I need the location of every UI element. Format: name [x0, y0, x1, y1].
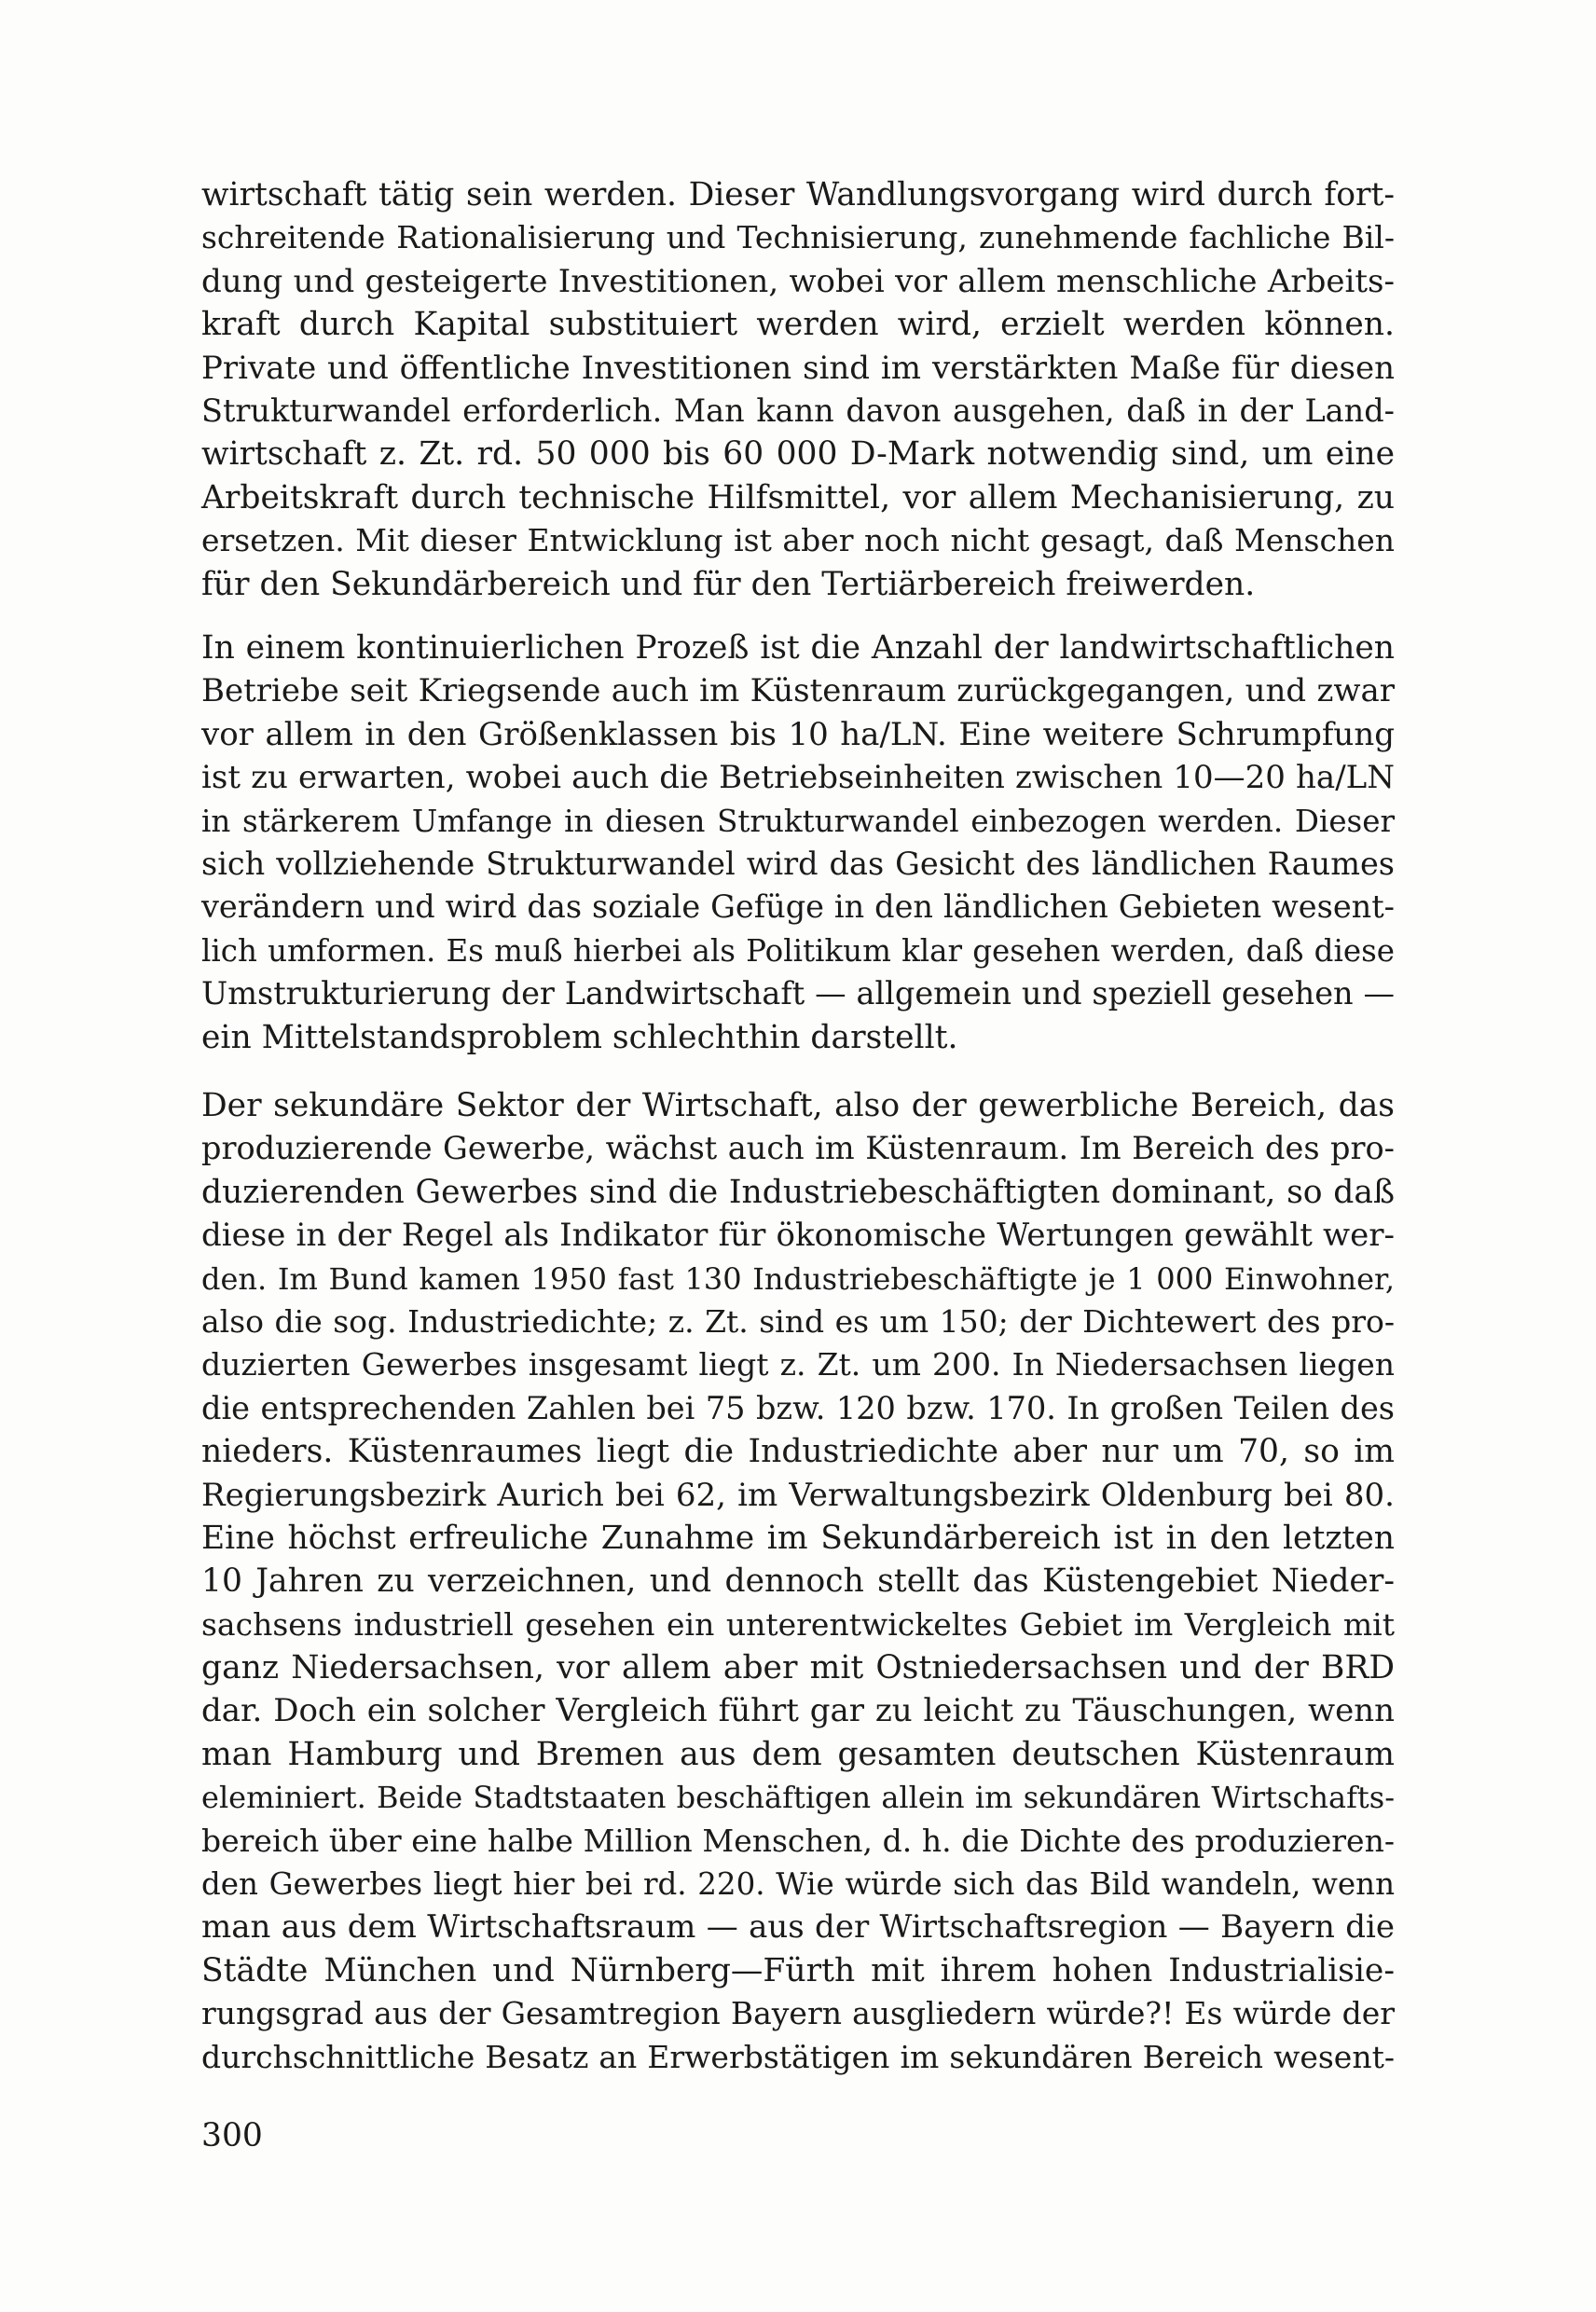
text-line: durchschnittliche Besatz an Erwerbstätigen im sekundären Bereich wesent- — [201, 2038, 1395, 2075]
text-line: Strukturwandel erforderlich. Man kann davon ausgehen, daß in der Land- — [201, 392, 1395, 429]
text-line: den. Im Bund kamen 1950 fast 130 Industriebeschäftigte je 1 000 Einwohner, — [201, 1260, 1395, 1297]
text-line: wirtschaft z. Zt. rd. 50 000 bis 60 000 D-Mark notwendig sind, um eine — [201, 435, 1395, 474]
text-line: nieders. Küstenraumes liegt die Industriedichte aber nur um 70, so im — [201, 1433, 1395, 1471]
text-line: man Hamburg und Bremen aus dem gesamten deutschen Küstenraum — [201, 1735, 1395, 1773]
text-line: diese in der Regel als Indikator für ökonomische Wertungen gewählt wer- — [201, 1217, 1395, 1255]
text-line: Der sekundäre Sektor der Wirtschaft, also der gewerbliche Bereich, das — [201, 1087, 1395, 1124]
text-line: ein Mittelstandsproblem schlechthin darstellt. — [201, 1018, 958, 1056]
paragraph-2 — [201, 626, 1395, 1059]
text-line: ist zu erwarten, wobei auch die Betriebseinheiten zwischen 10—20 ha/LN — [201, 759, 1395, 797]
text-line: in stärkerem Umfange in diesen Strukturwandel einbezogen werden. Dieser — [201, 803, 1395, 839]
text-line: verändern und wird das soziale Gefüge in den ländlichen Gebieten wesent- — [201, 888, 1395, 926]
text-line: 10 Jahren zu verzeichnen, und dennoch stellt das Küstengebiet Nieder- — [201, 1562, 1395, 1601]
text-line: dar. Doch ein solcher Vergleich führt gar zu leicht zu Täuschungen, wenn — [201, 1692, 1395, 1730]
text-line: lich umformen. Es muß hierbei als Politikum klar gesehen werden, daß diese — [201, 932, 1395, 969]
text-line: In einem kontinuierlichen Prozeß ist die Anzahl der landwirtschaftlichen — [201, 629, 1395, 667]
text-line: duzierten Gewerbes insgesamt liegt z. Zt. um 200. In Niedersachsen liegen — [201, 1346, 1395, 1383]
text-line: wirtschaft tätig sein werden. Dieser Wandlungsvorgang wird durch fort- — [201, 176, 1395, 213]
text-line: kraft durch Kapital substituiert werden wird, erzielt werden können. — [201, 306, 1395, 344]
page-number: 300 — [201, 2117, 263, 2154]
text-line: duzierenden Gewerbes sind die Industriebeschäftigten dominant, so daß — [201, 1173, 1395, 1211]
text-line: also die sog. Industriedichte; z. Zt. sind es um 150; der Dichtewert des pro- — [201, 1302, 1395, 1340]
text-line: für den Sekundärbereich und für den Tertiärbereich freiwerden. — [201, 565, 1256, 603]
paragraph-3 — [201, 1084, 1395, 2079]
text-line: vor allem in den Größenklassen bis 10 ha/LN. Eine weitere Schrumpfung — [201, 715, 1395, 753]
text-line: die entsprechenden Zahlen bei 75 bzw. 120 bzw. 170. In großen Teilen des — [201, 1389, 1395, 1426]
text-line: ersetzen. Mit dieser Entwicklung ist aber noch nicht gesagt, daß Menschen — [201, 522, 1395, 559]
text-line: bereich über eine halbe Million Menschen, d. h. die Dichte des produzieren- — [201, 1822, 1395, 1859]
text-line: Umstrukturierung der Landwirtschaft — allgemein und speziell gesehen — — [201, 975, 1395, 1012]
paragraph-1 — [201, 173, 1395, 606]
text-line: Private und öffentliche Investitionen sind im verstärkten Maße für diesen — [201, 349, 1395, 387]
text-line: Städte München und Nürnberg—Fürth mit ihrem hohen Industrialisie- — [201, 1951, 1395, 1989]
text-line: man aus dem Wirtschaftsraum — aus der Wirtschaftsregion — Bayern die — [201, 1908, 1395, 1947]
text-line: ganz Niedersachsen, vor allem aber mit Ostniedersachsen und der BRD — [201, 1649, 1395, 1687]
text-line: sich vollziehende Strukturwandel wird das Gesicht des ländlichen Raumes — [201, 845, 1395, 882]
text-line: Eine höchst erfreuliche Zunahme im Sekundärbereich ist in den letzten — [201, 1519, 1395, 1557]
text-line: Regierungsbezirk Aurich bei 62, im Verwaltungsbezirk Oldenburg bei 80. — [201, 1476, 1395, 1514]
text-line: eleminiert. Beide Stadtstaaten beschäftigen allein im sekundären Wirtschafts- — [201, 1780, 1395, 1816]
text-line: sachsens industriell gesehen ein unterentwickeltes Gebiet im Vergleich mit — [201, 1605, 1395, 1643]
text-line: produzierende Gewerbe, wächst auch im Küstenraum. Im Bereich des pro- — [201, 1130, 1395, 1167]
text-line: Arbeitskraft durch technische Hilfsmittel, vor allem Mechanisierung, zu — [201, 478, 1395, 516]
text-line: Betriebe seit Kriegsende auch im Küstenraum zurückgegangen, und zwar — [201, 672, 1395, 710]
text-line: schreitende Rationalisierung und Technisierung, zunehmende fachliche Bil- — [201, 219, 1395, 256]
text-line: rungsgrad aus der Gesamtregion Bayern ausgliedern würde?! Es würde der — [201, 1995, 1395, 2032]
text-line: den Gewerbes liegt hier bei rd. 220. Wie würde sich das Bild wandeln, wenn — [201, 1866, 1395, 1903]
text-line: dung und gesteigerte Investitionen, wobei vor allem menschliche Arbeits- — [201, 262, 1395, 300]
